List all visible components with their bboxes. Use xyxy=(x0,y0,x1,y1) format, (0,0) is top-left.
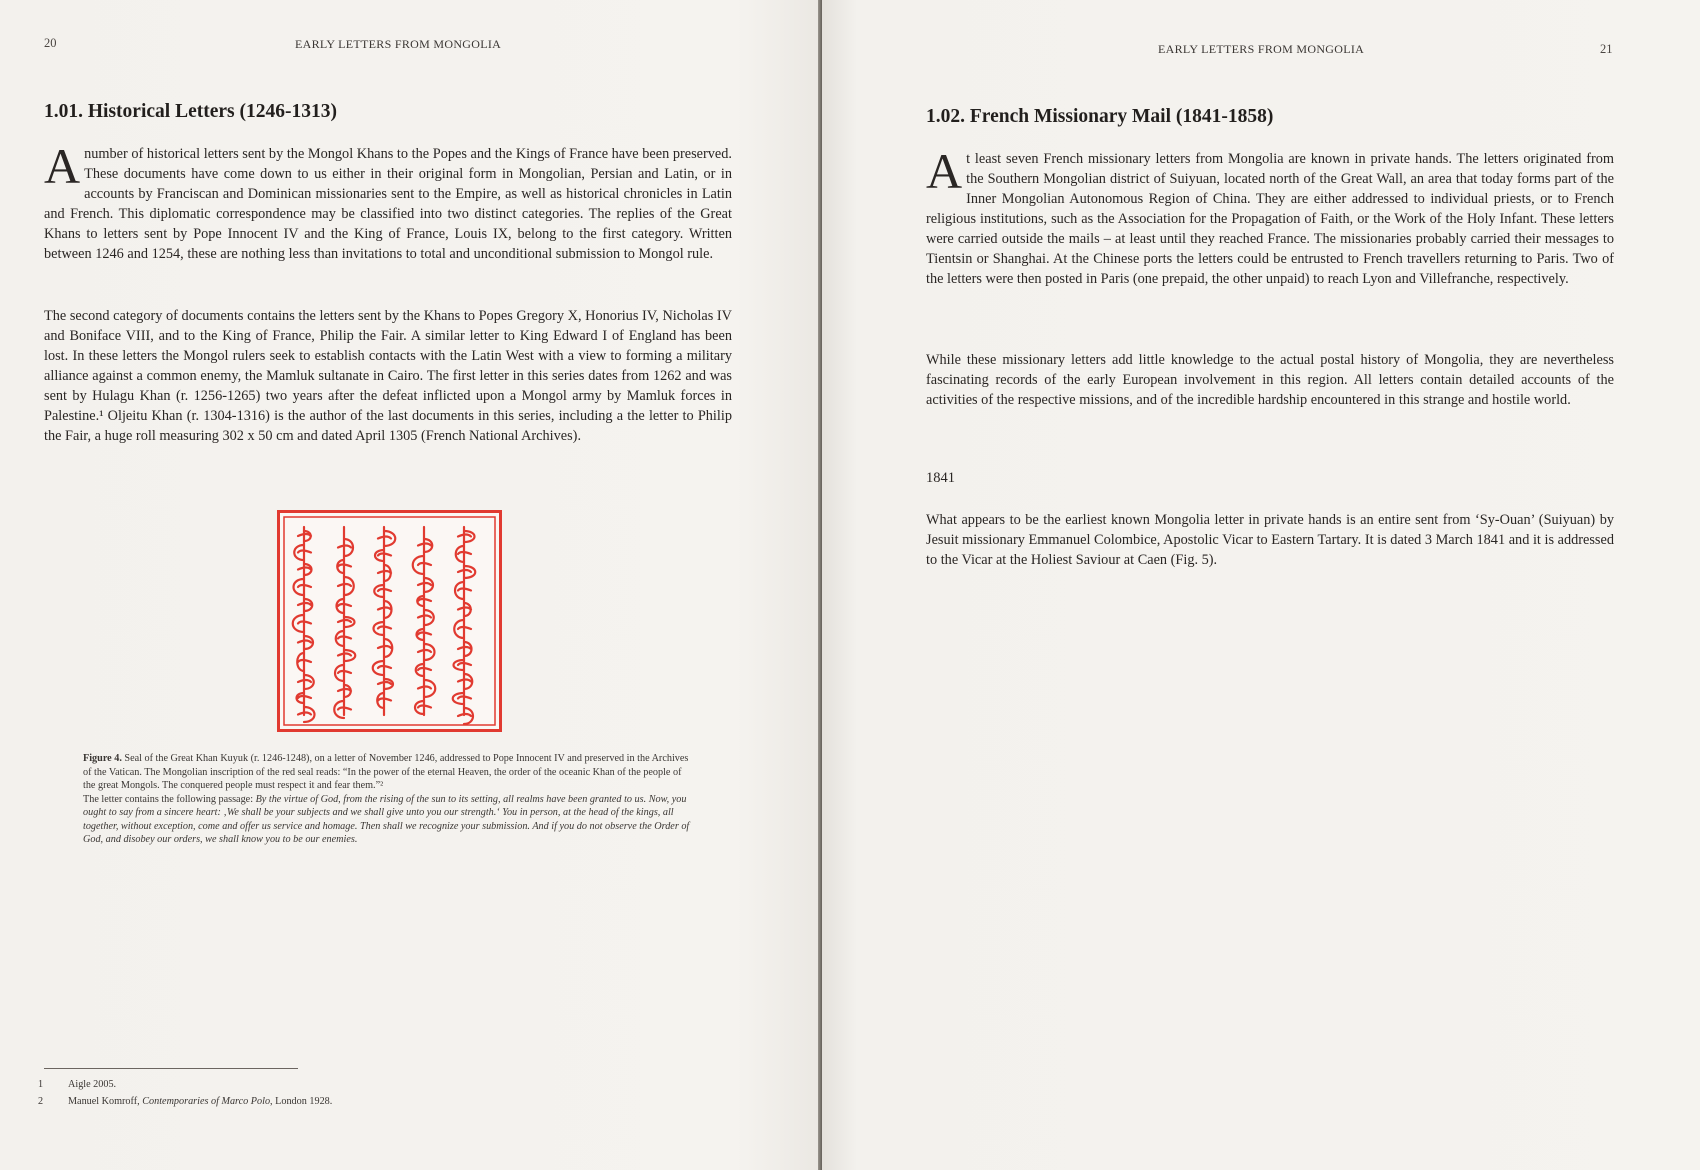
footnote-1 xyxy=(38,1079,116,1090)
page-number-right: 21 xyxy=(1600,42,1613,56)
caption-quote: By the virtue of God, from the rising of the sun to its setting, all realms have been granted to us. Now, you ought to say from a sincere heart: ‚We shall be your subjects and we shall give unto you our strength.‘ You in person, at the head of the kings, all together, without exception, come and offer us service and homage. Then shall we recognize your submission. And if you do not observe the Order of God, and disobey our orders, we shall know you to be our enemies. xyxy=(83,793,690,845)
left-page xyxy=(0,0,820,1170)
footnote-2 xyxy=(38,1096,332,1107)
figure-label: Figure 4. xyxy=(83,753,122,764)
footnote-number: 1 xyxy=(38,1079,44,1090)
paragraph-missionary-2: While these missionary letters add little knowledge to the actual postal history of Mongolia, they are nevertheless fascinating records of the early European involvement in this region. All letters contain detailed accounts of the activities of the respective missions, and of the incredible hardship encountered in this strange and hostile world. xyxy=(926,352,1614,408)
paragraph-missionary-1 xyxy=(926,143,1614,289)
drop-cap: A xyxy=(44,138,81,194)
paragraph-text: t least seven French missionary letters from Mongolia are known in private hands. The letters originated from the Southern Mongolian district of Suiyuan, located north of the Great Wall, an area that today forms part of the Inner Mongolian Autonomous Region of China. They are either addressed to individual priests, or to French religious institutions, such as the Association for the Propagation of Faith, or the Work of the Holy Infant. These letters were carried outside the mails – at least until they reached France. The missionaries probably carried their messages to Tientsin or Shanghai. At the Chinese ports the letters could be entrusted to French travellers returning to Paris. Two of the letters were then posted in Paris (one prepaid, the other unpaid) to reach Lyon and Villefranche, respectively. xyxy=(926,151,1614,287)
mongol-script-seal-graphic xyxy=(280,513,499,729)
section-title-french-missionary-mail: 1.02. French Missionary Mail (1841-1858) xyxy=(926,106,1274,127)
footnote-rule xyxy=(44,1068,298,1069)
khan-kuyuk-seal-image xyxy=(277,510,502,732)
footnote-text: , London 1928. xyxy=(270,1096,333,1107)
right-page xyxy=(822,0,1700,1170)
paragraph-text: number of historical letters sent by the Mongol Khans to the Popes and the Kings of France have been preserved. These documents have come down to us either in their original form in Mongolian, Persian and Latin, or in accounts by Franciscan and Dominican missionaries sent to the Empire, as well as historical chronicles in Latin and French. This diplomatic correspondence may be classified into two distinct categories. The replies of the Great Khans to letters sent by Pope Innocent IV and the King of France, Louis IX, belong to the first category. Written between 1246 and 1254, these are nothing less than invitations to total and unconditional submission to Mongol rule. xyxy=(44,146,732,262)
paragraph-historical-1 xyxy=(44,138,732,264)
subheading-1841: 1841 xyxy=(926,470,955,486)
caption-lead: The letter contains the following passage: xyxy=(83,793,256,805)
running-head-right: EARLY LETTERS FROM MONGOLIA xyxy=(1158,42,1365,56)
section-title-historical-letters: 1.01. Historical Letters (1246-1313) xyxy=(44,101,337,122)
page-number-left: 20 xyxy=(44,36,57,50)
caption-text: Seal of the Great Khan Kuyuk (r. 1246-1248), on a letter of November 1246, addressed to Pope Innocent IV and preserved in the Archives of the Vatican. The Mongolian inscription of the red seal reads: “In the power of the eternal Heaven, the order of the oceanic Khan of the people of the great Mongols. The conquered people must respect it and fear them.”² xyxy=(83,753,689,791)
figure-4-caption xyxy=(83,752,693,847)
paragraph-1841-letter: What appears to be the earliest known Mongolia letter in private hands is an entire sent from ‘Sy-Ouan’ (Suiyuan) by Jesuit missionary Emmanuel Colombice, Apostolic Vicar to Eastern Tartary. It is dated 3 March 1841 and it is addressed to the Vicar at the Holiest Saviour at Caen (Fig. 5). xyxy=(926,512,1614,568)
footnote-text: Manuel Komroff, xyxy=(68,1096,143,1107)
footnote-book-title: Contemporaries of Marco Polo xyxy=(142,1096,271,1107)
footnote-text: Aigle 2005. xyxy=(68,1079,117,1090)
paragraph-historical-2: The second category of documents contains the letters sent by the Khans to Popes Gregory X, Honorius IV, Nicholas IV and Boniface VIII, and to the King of France, Philip the Fair. A similar letter to King Edward I of England has been lost. In these letters the Mongol rulers seek to establish contacts with the Latin West with a view to forming a military alliance against a common enemy, the Mamluk sultanate in Cairo. The first letter in this series dates from 1262 and was sent by Hulagu Khan (r. 1256-1265) two years after the defeat inflicted upon a Mongol army by Mamluk forces in Palestine.¹ Oljeitu Khan (r. 1304-1316) is the author of the last documents in this series, including a the letter to Philip the Fair, a huge roll measuring 302 x 50 cm and dated April 1305 (French National Archives). xyxy=(44,308,732,444)
running-head-left: EARLY LETTERS FROM MONGOLIA xyxy=(295,37,502,51)
drop-cap: A xyxy=(926,143,963,199)
footnote-number: 2 xyxy=(38,1096,44,1107)
